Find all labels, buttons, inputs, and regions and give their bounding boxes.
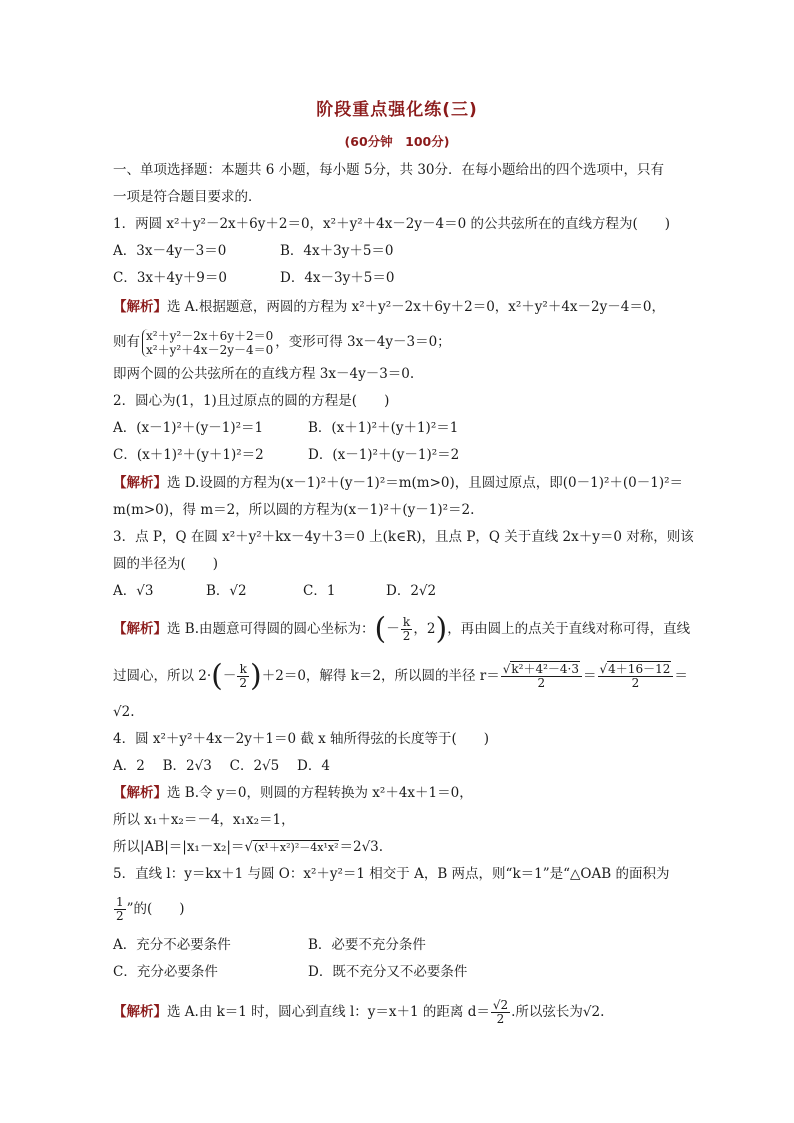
fraction: $\frac{√4+16-12}{2}$ [598,663,674,690]
analysis-tag: 【解析】 [113,785,167,801]
fraction: $\frac{1}{2}$ [116,895,124,923]
question-2-options-row-1 [113,418,683,438]
option-d: D．2√2 [386,583,437,599]
question-5-stem-line-2: $\frac{1}{2}$ ”的( ) [116,895,185,923]
question-2-analysis-line-2: m(m>0)，得 m＝2，所以圆的方程为(x－1)²＋(y－1)²＝2. [113,502,475,518]
question-5-stem-line-1: 5．直线 l：y＝kx＋1 与圆 O：x²＋y²＝1 相交于 A，B 两点，则“k＝1”是“△OAB 的面积为 [113,866,670,882]
question-3-analysis-line-1: 【解析】选 B.由题意可得圆的圆心坐标为：(－ $\frac{k}{2}$ ，2)，再由圆上的点关于直线对称可得，直线 [113,611,691,647]
option-d: D．4x－3y＋5＝0 [280,270,395,286]
option-c: C．(x＋1)²＋(y＋1)²＝2 [113,447,264,463]
option-b: B．(x＋1)²＋(y＋1)²＝1 [308,420,459,436]
option-a: A．√3 [113,583,154,599]
question-1-analysis-line-1: 【解析】选 A.根据题意，两圆的方程为 x²＋y²－2x＋6y＋2＝0，x²＋y²＋4x－2y－4＝0， [113,299,665,315]
section-heading-line-2: 一项是符合题目要求的． [113,189,262,205]
question-1-options-row-2 [113,268,683,288]
question-2-options-row-2 [113,445,683,465]
option-c: C．1 [303,583,336,599]
question-3-analysis-line-2: 过圆心，所以 2·(－ $\frac{k}{2}$ )＋2＝0，解得 k＝2，所以圆的半径 r＝ $\frac{\text{√k²＋4²－4·3}}{2}$ ＝ $\frac{√4+16-12}{2}$ ＝ [113,658,688,694]
question-2-stem: 2．圆心为(1，1)且过原点的圆的方程是( ) [113,393,390,409]
question-3-stem-line-1: 3．点 P，Q 在圆 x²＋y²＋kx－4y＋3＝0 上(k∈R)，且点 P，Q 关于直线 2x＋y＝0 对称，则该 [113,529,694,545]
question-4-options: A．2 B．2√3 C．2√5 D．4 [113,758,330,774]
question-3-analysis-line-3: √2. [113,704,135,720]
analysis-tag: 【解析】 [113,621,167,637]
option-d: D．(x－1)²＋(y－1)²＝2 [308,447,460,463]
question-4-analysis-line-3: 所以|AB|＝|x₁－x₂|＝√(x¹＋x²)²－4x¹x²＝2√3. [113,839,384,855]
question-5-analysis-line-1: 【解析】选 A.由 k＝1 时，圆心到直线 l：y＝x＋1 的距离 d＝ $\frac{√2}{2}$ .所以弦长为√2. [113,998,605,1026]
fraction: $\frac{k}{2}$ [402,615,411,643]
question-3-stem-line-2: 圆的半径为( ) [113,556,219,572]
question-4-analysis-line-2: 所以 x₁＋x₂＝－4，x₁x₂＝1， [113,812,295,828]
question-2-analysis-line-1: 【解析】选 D.设圆的方程为(x－1)²＋(y－1)²＝m(m>0)，且圆过原点，即(0－1)²＋(0－1)²＝ [113,475,684,491]
question-5-options-row-1 [113,935,683,955]
question-1-analysis-line-2: 则有 x²＋y²－2x＋6y＋2＝0 x²＋y²＋4x－2y－4＝0 ，变形可得 3x－4y－3＝0； [113,328,451,357]
option-b: B．4x＋3y＋5＝0 [280,243,394,259]
question-1-stem: 1．两圆 x²＋y²－2x＋6y＋2＝0，x²＋y²＋4x－2y－4＝0 的公共弦所在的直线方程为( ) [113,216,671,232]
question-4-analysis-line-1: 【解析】选 B.令 y＝0，则圆的方程转换为 x²＋4x＋1＝0， [113,785,473,801]
analysis-tag: 【解析】 [113,475,167,491]
question-3-options [113,581,683,601]
option-c: C．充分必要条件 [113,964,218,980]
equation-system: x²＋y²－2x＋6y＋2＝0 x²＋y²＋4x－2y－4＝0 [142,329,273,357]
question-1-analysis-line-3: 即两个圆的公共弦所在的直线方程 3x－4y－3＝0. [113,366,415,382]
section-heading-line-1: 一、单项选择题：本题共 6 小题，每小题 5分，共 30分．在每小题给出的四个选项中，只有 [113,162,665,178]
option-a: A．充分不必要条件 [113,937,231,953]
option-c: C．3x＋4y＋9＝0 [113,270,227,286]
question-5-options-row-2 [113,962,683,982]
question-1-options-row-1 [113,241,683,261]
fraction: $\frac{\text{√k²＋4²－4·3}}{2}$ [501,663,582,690]
analysis-tag: 【解析】 [113,1004,167,1020]
option-a: A．3x－4y－3＝0 [113,243,227,259]
fraction: $\frac{k}{2}$ [239,662,248,690]
option-a: A．(x－1)²＋(y－1)²＝1 [113,420,264,436]
page-title: 阶段重点强化练(三) [316,100,478,120]
fraction: $\frac{√2}{2}$ [492,998,509,1026]
option-b: B．必要不充分条件 [308,937,426,953]
option-b: B．√2 [206,583,247,599]
option-d: D．既不充分又不必要条件 [308,964,468,980]
page-subtitle: (60分钟 100分) [344,134,450,149]
question-4-stem: 4．圆 x²＋y²＋4x－2y＋1＝0 截 x 轴所得弦的长度等于( ) [113,731,490,747]
analysis-tag: 【解析】 [113,299,167,315]
